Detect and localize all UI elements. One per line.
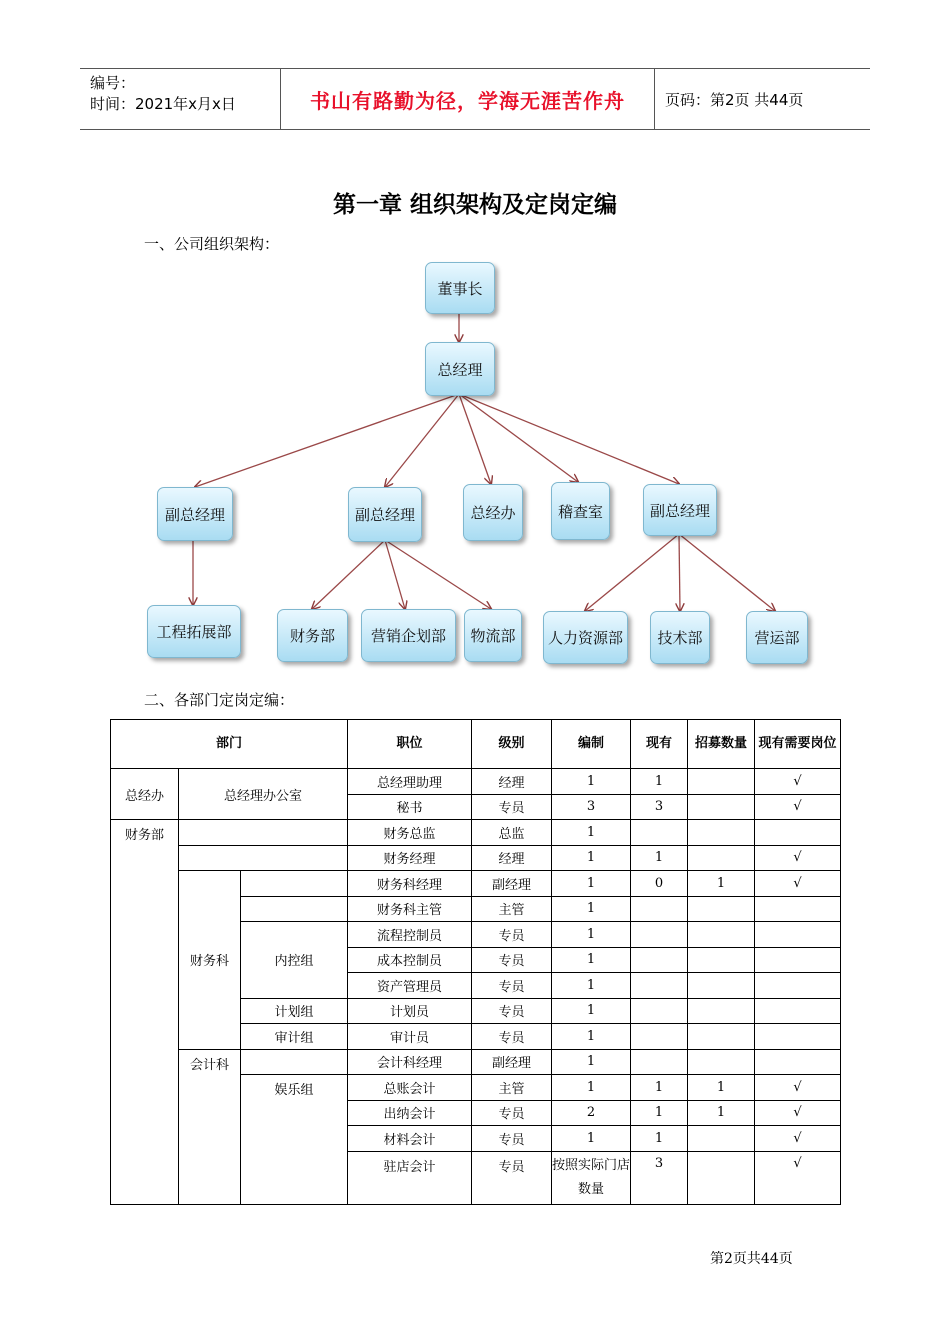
current-cell: 1 [631, 845, 688, 871]
position-cell: 成本控制员 [348, 947, 472, 973]
quota-cell: 1 [552, 820, 631, 846]
table-header-row [111, 720, 841, 769]
needed-cell: √ [755, 1126, 841, 1152]
dept-cell: 总经办 [111, 769, 179, 820]
position-cell: 资产管理员 [348, 973, 472, 999]
header-meta [90, 73, 236, 115]
org-node-finance: 财务部 [277, 609, 348, 662]
needed-cell: √ [755, 1075, 841, 1101]
quota-cell: 1 [552, 973, 631, 999]
needed-cell: √ [755, 871, 841, 897]
connector-line [195, 394, 459, 487]
org-node-deputy-gm: 副总经理 [643, 484, 717, 536]
group-cell: 娱乐组 [241, 1075, 348, 1205]
recruit-cell [688, 922, 755, 948]
office-cell: 总经理办公室 [179, 769, 348, 820]
header-level: 级别 [472, 720, 552, 769]
level-cell: 专员 [472, 998, 552, 1024]
current-cell: 1 [631, 769, 688, 795]
dept-cell: 财务部 [111, 820, 179, 1205]
table-row [111, 871, 841, 897]
needed-cell [755, 947, 841, 973]
connector-line [459, 394, 679, 484]
section-cell: 财务科 [179, 871, 241, 1050]
recruit-cell [688, 845, 755, 871]
recruit-cell: 1 [688, 1075, 755, 1101]
current-cell [631, 820, 688, 846]
quota-cell: 1 [552, 922, 631, 948]
header-divider [654, 69, 655, 129]
org-node-tech: 技术部 [650, 611, 710, 664]
connector-line [679, 534, 775, 611]
empty-cell [241, 1049, 348, 1075]
header-page-label: 页码：第2页 共44页 [665, 90, 804, 109]
quota-cell: 3 [552, 794, 631, 820]
needed-cell [755, 1049, 841, 1075]
needed-cell [755, 922, 841, 948]
table-row [111, 845, 841, 871]
level-cell: 专员 [472, 1126, 552, 1152]
position-cell: 审计员 [348, 1024, 472, 1050]
current-cell [631, 973, 688, 999]
org-node-general-manager: 总经理 [425, 342, 495, 396]
position-cell: 财务总监 [348, 820, 472, 846]
quota-cell: 1 [552, 871, 631, 897]
position-cell: 总经理助理 [348, 769, 472, 795]
page-header [80, 68, 870, 130]
recruit-cell: 1 [688, 1100, 755, 1126]
current-cell [631, 922, 688, 948]
page-footer: 第2页共44页 [710, 1251, 793, 1267]
position-cell: 财务经理 [348, 845, 472, 871]
recruit-cell [688, 1049, 755, 1075]
level-cell: 副经理 [472, 871, 552, 897]
header-current: 现有 [631, 720, 688, 769]
group-cell: 计划组 [241, 998, 348, 1024]
quota-cell: 2 [552, 1100, 631, 1126]
current-cell: 0 [631, 871, 688, 897]
empty-cell [179, 820, 348, 846]
connector-line [585, 534, 679, 611]
position-cell: 材料会计 [348, 1126, 472, 1152]
number-label: 编号： [90, 74, 136, 92]
level-cell: 副经理 [472, 1049, 552, 1075]
current-cell [631, 998, 688, 1024]
connector-line [459, 394, 578, 482]
needed-cell [755, 973, 841, 999]
org-node-chairman: 董事长 [425, 262, 495, 314]
header-position: 职位 [348, 720, 472, 769]
quota-cell: 1 [552, 1024, 631, 1050]
section-heading-staffing: 二、各部门定岗定编： [144, 691, 295, 709]
empty-cell [179, 845, 348, 871]
header-dept: 部门 [111, 720, 348, 769]
current-cell [631, 1049, 688, 1075]
recruit-cell [688, 998, 755, 1024]
empty-cell [241, 871, 348, 897]
section-cell: 会计科 [179, 1049, 241, 1204]
position-cell: 总账会计 [348, 1075, 472, 1101]
current-cell [631, 1024, 688, 1050]
header-quota: 编制 [552, 720, 631, 769]
needed-cell: √ [755, 1151, 841, 1204]
position-cell: 秘书 [348, 794, 472, 820]
position-cell: 会计科经理 [348, 1049, 472, 1075]
position-cell: 财务科经理 [348, 871, 472, 897]
header-recruit: 招募数量 [688, 720, 755, 769]
org-node-operations: 营运部 [746, 611, 808, 664]
recruit-cell [688, 896, 755, 922]
current-cell [631, 896, 688, 922]
org-node-deputy-gm: 副总经理 [157, 487, 233, 541]
needed-cell [755, 998, 841, 1024]
chapter-title: 第一章 组织架构及定岗定编 [332, 191, 617, 218]
recruit-cell [688, 794, 755, 820]
current-cell: 3 [631, 1151, 688, 1204]
recruit-cell [688, 1126, 755, 1152]
level-cell: 经理 [472, 769, 552, 795]
org-node-hr: 人力资源部 [543, 611, 628, 664]
section-heading-org: 一、公司组织架构： [144, 235, 280, 253]
org-node-audit-office: 稽查室 [551, 482, 610, 540]
position-cell: 出纳会计 [348, 1100, 472, 1126]
recruit-cell [688, 973, 755, 999]
needed-cell: √ [755, 794, 841, 820]
connector-line [312, 540, 385, 609]
current-cell: 1 [631, 1100, 688, 1126]
position-cell: 计划员 [348, 998, 472, 1024]
table-row [111, 820, 841, 846]
quota-cell: 1 [552, 1126, 631, 1152]
recruit-cell [688, 769, 755, 795]
recruit-cell [688, 820, 755, 846]
org-node-engineering: 工程拓展部 [147, 605, 241, 658]
position-cell: 流程控制员 [348, 922, 472, 948]
needed-cell: √ [755, 769, 841, 795]
position-cell: 驻店会计 [348, 1151, 472, 1204]
level-cell: 专员 [472, 1024, 552, 1050]
needed-cell [755, 896, 841, 922]
header-needed: 现有需要岗位 [755, 720, 841, 769]
level-cell: 主管 [472, 896, 552, 922]
staffing-table [110, 719, 841, 1205]
org-node-logistics: 物流部 [464, 609, 522, 662]
current-cell: 1 [631, 1126, 688, 1152]
quota-cell: 1 [552, 896, 631, 922]
level-cell: 专员 [472, 794, 552, 820]
recruit-cell [688, 1024, 755, 1050]
time-label: 时间：2021年x月x日 [90, 95, 236, 113]
recruit-cell [688, 947, 755, 973]
current-cell: 1 [631, 1075, 688, 1101]
level-cell: 专员 [472, 973, 552, 999]
quota-cell: 1 [552, 845, 631, 871]
position-cell: 财务科主管 [348, 896, 472, 922]
level-cell: 专员 [472, 947, 552, 973]
quota-cell: 1 [552, 1075, 631, 1101]
org-node-marketing: 营销企划部 [361, 609, 456, 662]
quota-cell: 1 [552, 769, 631, 795]
header-motto: 书山有路勤为径，学海无涯苦作舟 [310, 88, 625, 113]
quota-cell: 按照实际门店数量 [552, 1151, 631, 1204]
current-cell [631, 947, 688, 973]
quota-cell: 1 [552, 947, 631, 973]
level-cell: 总监 [472, 820, 552, 846]
recruit-cell: 1 [688, 871, 755, 897]
level-cell: 专员 [472, 922, 552, 948]
empty-cell [241, 896, 348, 922]
needed-cell: √ [755, 1100, 841, 1126]
org-node-deputy-gm: 副总经理 [348, 487, 422, 542]
needed-cell: √ [755, 845, 841, 871]
org-node-gm-office: 总经办 [463, 484, 523, 541]
level-cell: 主管 [472, 1075, 552, 1101]
needed-cell [755, 820, 841, 846]
level-cell: 经理 [472, 845, 552, 871]
quota-cell: 1 [552, 998, 631, 1024]
connector-line [385, 394, 459, 487]
connector-line [679, 534, 680, 611]
quota-cell: 1 [552, 1049, 631, 1075]
table-row [111, 769, 841, 795]
table-row [111, 1049, 841, 1075]
current-cell: 3 [631, 794, 688, 820]
needed-cell [755, 1024, 841, 1050]
group-cell: 审计组 [241, 1024, 348, 1050]
level-cell: 专员 [472, 1100, 552, 1126]
connector-line [385, 540, 491, 609]
level-cell: 专员 [472, 1151, 552, 1204]
connector-line [459, 394, 491, 484]
recruit-cell [688, 1151, 755, 1204]
group-cell: 内控组 [241, 922, 348, 999]
